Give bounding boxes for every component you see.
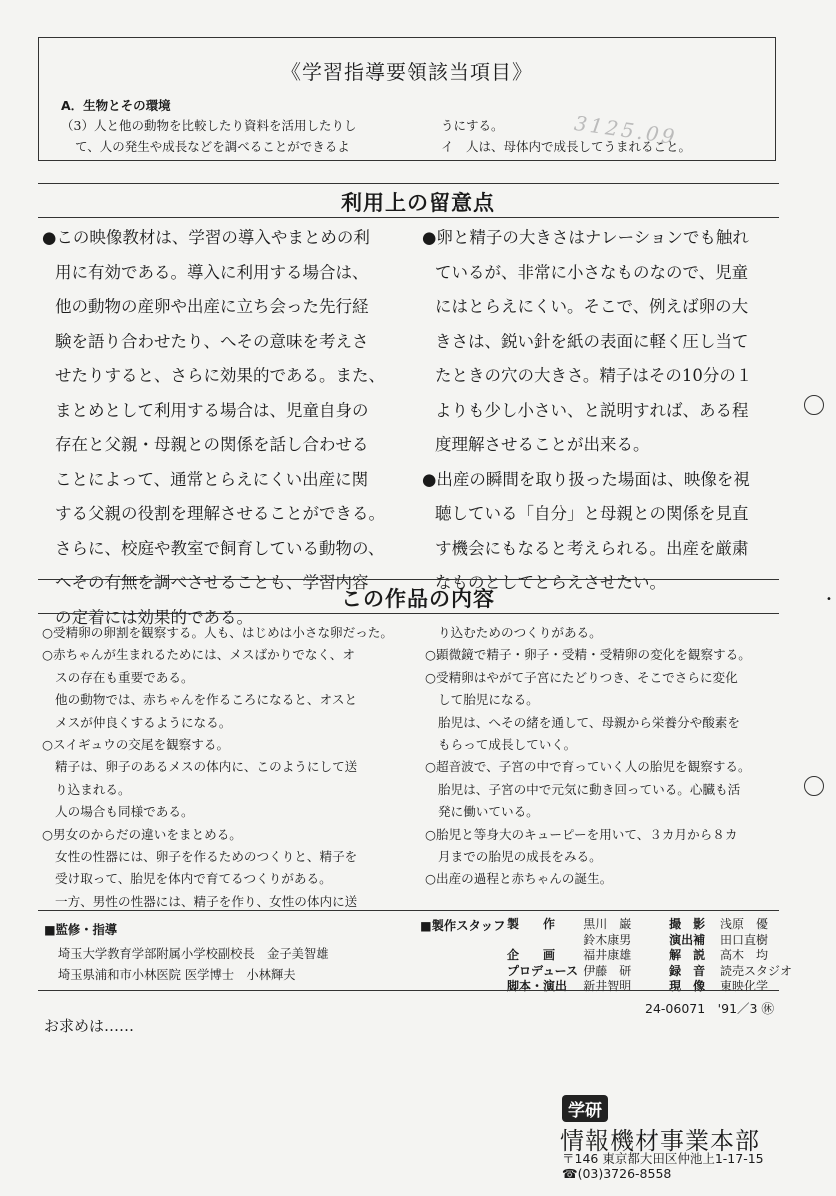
staff-name: 新井智明	[583, 979, 632, 993]
divider	[38, 183, 779, 184]
gakken-logo: 学研	[562, 1095, 608, 1122]
text-line: せたりすると、さらに効果的である。また、	[55, 366, 385, 385]
pencil-stamp: 3125.09	[572, 110, 679, 150]
staff-table	[507, 917, 836, 995]
content-left-column	[42, 622, 417, 913]
staff-role	[507, 933, 583, 949]
text-line: さらに、校庭や教室で飼育している動物の、	[55, 538, 385, 558]
text-line: 胎児は、へその緒を通して、母親から栄養分や酸素を	[438, 714, 740, 730]
catalog-code: 24-06071 '91／3 ㊡	[645, 1001, 774, 1016]
text-line: す機会にもなると考えられる。出産を厳粛	[435, 538, 749, 558]
content-right-column	[425, 622, 795, 891]
curriculum-item: （3）人と他の動物を比較したり資料を活用したりし て、人の発生や成長などを調べることができるよ	[61, 118, 357, 154]
staff-role: 演出補	[669, 932, 706, 947]
fold-mark-icon: •	[826, 594, 832, 605]
staff-row	[507, 948, 836, 964]
text-line: スの存在も重要である。	[55, 669, 194, 685]
divider	[38, 990, 779, 991]
publisher-dept: 情報機材事業本部	[560, 1127, 760, 1155]
text-line: たときの穴の大きさ。精子はその10分の１	[435, 366, 753, 385]
text-line: ○超音波で、子宮の中で育っていく人の胎児を観察する。	[425, 759, 751, 775]
text-line: 人の場合も同様である。	[55, 804, 194, 820]
staff-role: 解 説	[669, 948, 706, 962]
curriculum-box	[38, 37, 776, 161]
staff-name: 読売スタジオ	[719, 963, 792, 978]
curriculum-heading: A．生物とその環境	[61, 98, 171, 113]
text-line: り込むためのつくりがある。	[438, 625, 602, 640]
staff-role: 製 作	[507, 917, 556, 931]
text-line: ●卵と精子の大きさはナレーションでも触れ	[422, 228, 749, 247]
text-line: きさは、鋭い針を紙の表面に軽く圧し当て	[435, 331, 749, 351]
staff-row	[507, 979, 836, 995]
text-line: する父親の役割を理解させることができる。	[55, 504, 385, 523]
text-line: ているが、非常に小さなものなので、児童	[435, 262, 749, 282]
text-line: ことによって、通常とらえにくい出産に関	[55, 469, 369, 489]
notes-left-column	[42, 221, 414, 635]
text-line: へその有無を調べさせることも、学習内容	[55, 573, 369, 592]
content-title: この作品の内容	[341, 587, 495, 611]
staff-name: 高木 均	[719, 948, 768, 962]
staff-role: 現 像	[669, 979, 706, 993]
text-line: 胎児は、子宮の中で元気に動き回っている。心臓も活	[438, 781, 741, 797]
staff-row	[507, 933, 836, 949]
divider	[38, 217, 779, 218]
staff-name: 田口直樹	[719, 932, 768, 947]
text-line: ○スイギュウの交尾を観察する。	[42, 737, 230, 753]
staff-heading: ■製作スタッフ	[420, 919, 506, 933]
divider	[38, 613, 779, 614]
staff-name: 伊藤 研	[583, 963, 632, 978]
curriculum-title: 《学習指導要領該当項目》	[281, 60, 533, 84]
text-line: の定着には効果的である。	[55, 607, 253, 627]
text-line: 女性の性器には、卵子を作るためのつくりと、精子を	[55, 849, 358, 865]
text-line: 精子は、卵子のあるメスの体内に、このようにして送	[55, 759, 358, 775]
text-line: ○赤ちゃんが生まれるためには、メスばかりでなく、オ	[42, 647, 355, 663]
curriculum-subitem: うにする。 イ 人は、母体内で成長してうまれること。	[441, 118, 692, 154]
text-line: ○顕微鏡で精子・卵子・受精・受精卵の変化を観察する。	[425, 647, 751, 663]
staff-row	[507, 964, 836, 980]
text-line: ○受精卵はやがて子宮にたどりつき、そこでさらに変化	[425, 669, 738, 685]
text-line: メスが仲良くするようになる。	[55, 714, 232, 730]
notes-title: 利用上の留意点	[341, 191, 495, 215]
text-line: 受け取って、胎児を体内で育てるつくりがある。	[55, 871, 332, 887]
binder-hole-icon	[804, 776, 824, 796]
publisher-tel: ☎(03)3726-8558	[562, 1166, 672, 1181]
text-line: ○出産の過程と赤ちゃんの誕生。	[425, 871, 613, 887]
text-line: ○胎児と等身大のキューピーを用いて、３カ月から８カ	[425, 826, 738, 842]
staff-name: 浅原 優	[719, 917, 768, 931]
divider	[38, 910, 779, 911]
text-line: 他の動物では、赤ちゃんを作るころになると、オスと	[55, 692, 358, 708]
staff-role: プロデュース	[507, 963, 579, 978]
binder-hole-icon	[804, 395, 824, 415]
text-line: まとめとして利用する場合は、児童自身の	[55, 400, 369, 420]
text-line: よりも少し小さい、と説明すれば、ある程	[435, 400, 749, 420]
text-line: 月までの胎児の成長をみる。	[438, 849, 602, 865]
text-line: り込まれる。	[55, 781, 131, 797]
text-line: 発に働いている。	[438, 804, 539, 820]
text-line: 用に有効である。導入に利用する場合は、	[55, 262, 369, 282]
text-line: 験を語り合わせたり、へその意味を考えさ	[55, 331, 369, 351]
staff-role: 企 画	[507, 948, 556, 962]
staff-name: 鈴木康男	[583, 932, 632, 947]
text-line: ●出産の瞬間を取り扱った場面は、映像を視	[422, 469, 750, 489]
text-line: 聴している「自分」と母親との関係を見直	[435, 504, 749, 523]
text-line: 他の動物の産卵や出産に立ち会った先行経	[55, 297, 369, 316]
text-line: にはとらえにくい。そこで、例えば卵の大	[435, 297, 749, 316]
staff-name: 黒川 巌	[583, 917, 632, 931]
notes-right-column	[422, 221, 792, 601]
text-line: ○男女のからだの違いをまとめる。	[42, 826, 242, 842]
text-line: して胎児になる。	[438, 692, 539, 708]
text-line: 度理解させることが出来る。	[435, 435, 650, 454]
text-line: なものとしてとらえさせたい。	[435, 573, 666, 592]
text-line: ●この映像教材は、学習の導入やまとめの利	[42, 228, 370, 247]
text-line: もらって成長していく。	[438, 737, 577, 753]
staff-name: 東映化学	[719, 979, 768, 993]
staff-role: 撮 影	[669, 917, 706, 931]
staff-name: 福井康雄	[583, 948, 632, 962]
order-text: お求めは……	[44, 1017, 135, 1035]
divider	[38, 579, 779, 580]
staff-row	[507, 917, 836, 933]
supervision: ■監修・指導 埼玉大学教育学部附属小学校副校長 金子美智雄 埼玉県浦和市小林医院 医学博士 小林輝夫	[44, 923, 329, 982]
text-line: ○受精卵の卵割を観察する。人も、はじめは小さな卵だった。	[42, 625, 394, 640]
staff-role: 脚本・演出	[507, 979, 568, 993]
text-line: 一方、男性の性器には、精子を作り、女性の体内に送	[55, 893, 358, 909]
text-line: 存在と父親・母親との関係を話し合わせる	[55, 435, 369, 454]
staff-role: 録 音	[669, 963, 706, 978]
publisher-address: 〒146 東京都大田区仲池上1-17-15	[562, 1151, 764, 1166]
